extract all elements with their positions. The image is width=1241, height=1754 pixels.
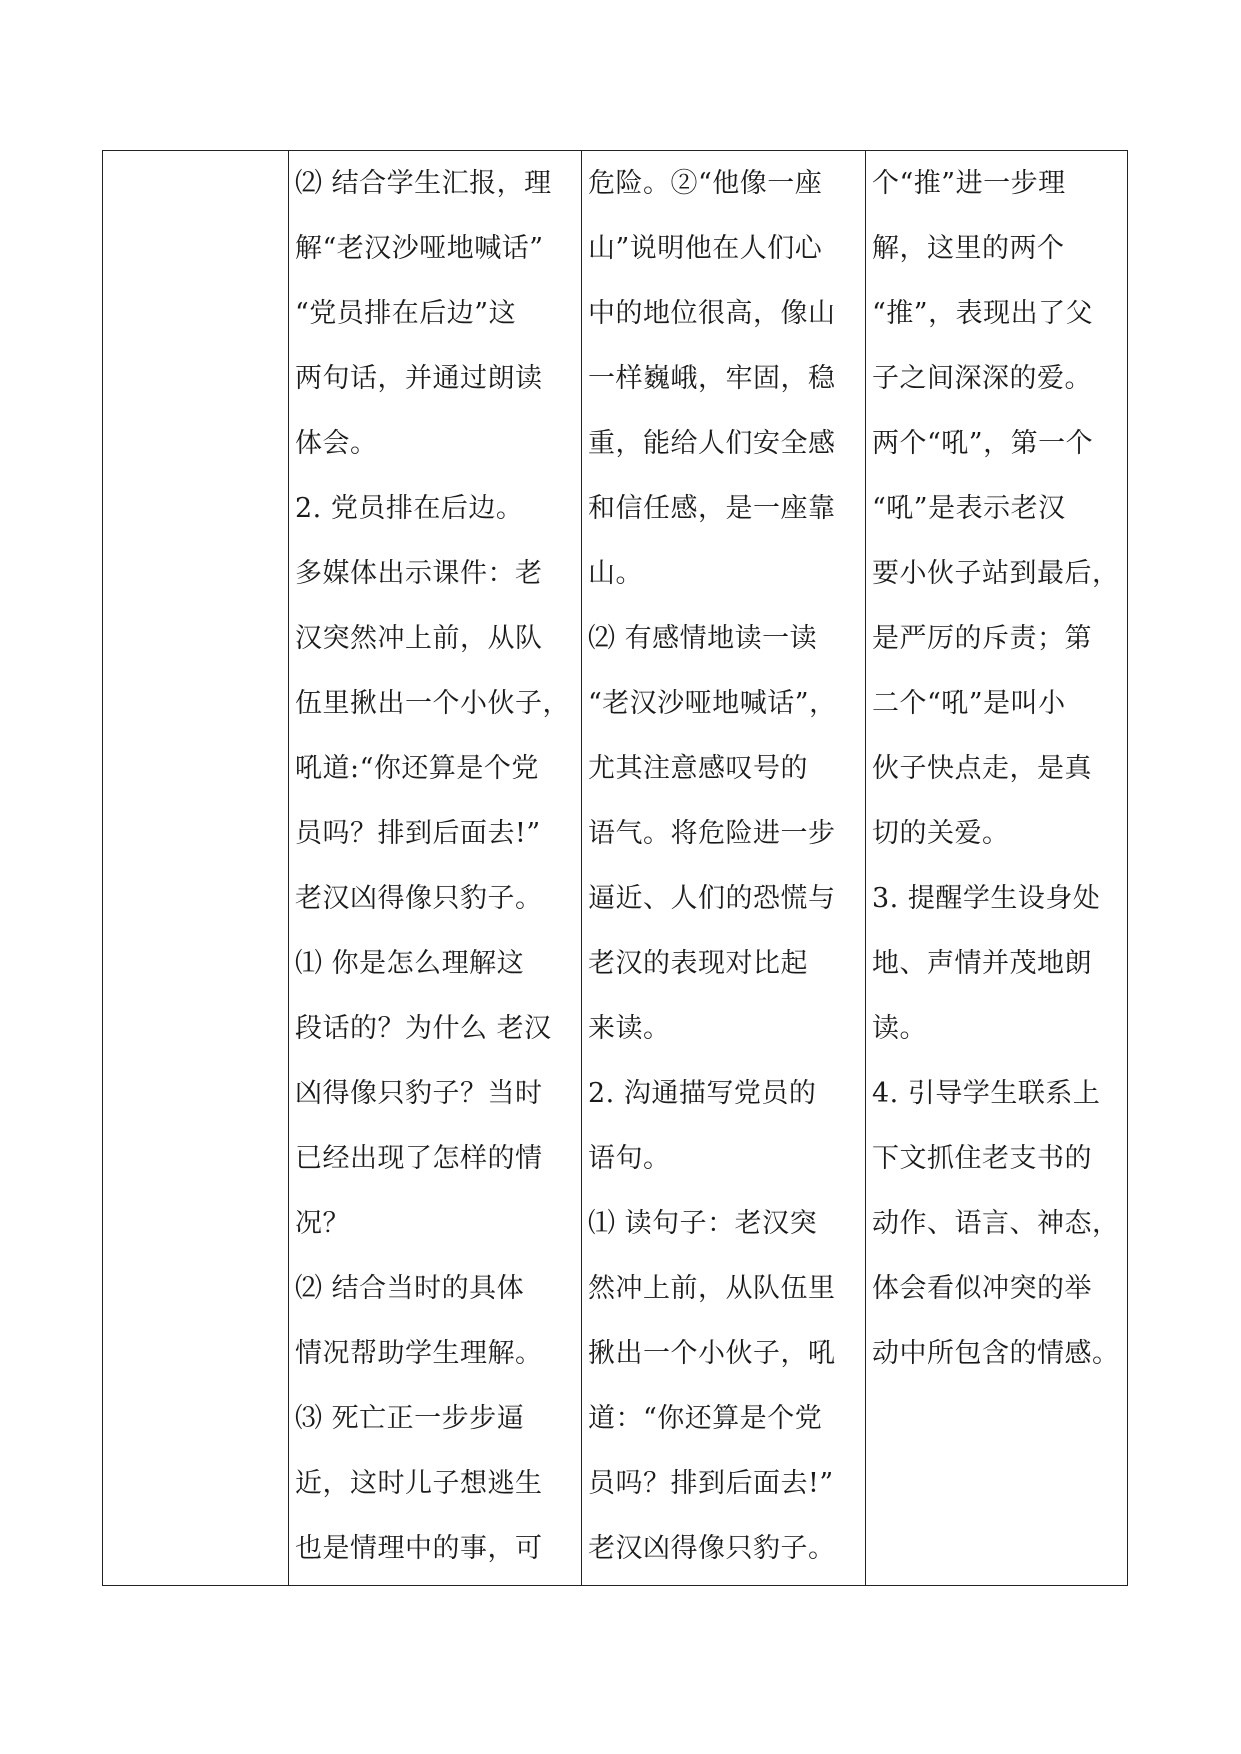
text-line: 二个“吼”是叫小 [872,688,1066,719]
text-line: 况？ [295,1208,350,1239]
text-line: 汉突然冲上前，从队 [295,623,543,654]
text-line: 切的关爱。 [872,818,1010,849]
text-line: 和信任感，是一座靠 [588,493,836,524]
text-line: ⑴ 读句子：老汉突 [588,1208,818,1239]
text-line: 地、声情并茂地朗 [872,948,1092,979]
text-line: 老汉的表现对比起 [588,948,808,979]
text-line: 重，能给人们安全感 [588,428,836,459]
text-line: 然冲上前，从队伍里 [588,1273,836,1304]
text-line: 体会看似冲突的举 [872,1273,1092,1304]
text-line: 解，这里的两个 [872,233,1065,264]
text-line: 尤其注意感叹号的 [588,753,808,784]
text-line: 读。 [872,1013,927,1044]
text-line: 近，这时儿子想逃生 [295,1468,543,1499]
text-line: 凶得像只豹子？当时 [295,1078,543,1109]
text-line: 山”说明他在人们心 [588,233,823,264]
text-line: 也是情理中的事，可 [295,1533,543,1564]
column-4-cell [866,151,1128,1586]
text-line: 2. 沟通描写党员的 [588,1078,817,1109]
text-line: 多媒体出示课件：老 [295,558,543,589]
lesson-plan-table [102,150,1128,1586]
text-line: “党员排在后边”这 [295,298,517,329]
text-line: 道：“你还算是个党 [588,1403,823,1434]
text-line: 两个“吼”，第一个 [872,428,1094,459]
text-line: 子之间深深的爱。 [872,363,1092,394]
text-line: 员吗？排到后面去!” [295,818,541,849]
text-line: 山。 [588,558,643,589]
text-line: 是严厉的斥责；第 [872,623,1092,654]
text-line: “推”，表现出了父 [872,298,1094,329]
text-line: 体会。 [295,428,378,459]
text-line: ⑶ 死亡正一步步逼 [295,1403,525,1434]
text-line: 员吗？排到后面去!” [588,1468,834,1499]
text-line: 吼道:“你还算是个党 [295,753,539,784]
column-3-text [588,151,859,1581]
text-line: 来读。 [588,1013,671,1044]
column-3-cell [582,151,866,1586]
text-line: 个“推”进一步理 [872,168,1066,199]
text-line: 动中所包含的情感。 [872,1338,1120,1369]
text-line: ⑵ 有感情地读一读 [588,623,818,654]
text-line: “老汉沙哑地喊话”， [588,688,837,719]
text-line: “吼”是表示老汉 [872,493,1066,524]
text-line: 危险。②“他像一座 [588,168,823,199]
column-1-cell [103,151,289,1586]
text-line: 两句话，并通过朗读 [295,363,543,394]
column-4-text [872,151,1121,1386]
text-line: 段话的？为什么 老汉 [295,1013,552,1044]
text-line: 语气。将危险进一步 [588,818,836,849]
text-line: 一样巍峨，牢固，稳 [588,363,836,394]
text-line: 下文抓住老支书的 [872,1143,1092,1174]
text-line: 已经出现了怎样的情 [295,1143,543,1174]
text-line: 要小伙子站到最后， [872,558,1120,589]
text-line: 老汉凶得像只豹子。 [295,883,543,914]
text-line: 语句。 [588,1143,671,1174]
column-2-cell [289,151,582,1586]
text-line: ⑵ 结合当时的具体 [295,1273,525,1304]
text-line: 动作、语言、神态， [872,1208,1120,1239]
column-2-text [295,151,575,1581]
text-line: 伙子快点走，是真 [872,753,1092,784]
table-row [103,151,1128,1586]
text-line: 3. 提醒学生设身处 [872,883,1101,914]
text-line: 揪出一个小伙子，吼 [588,1338,836,1369]
text-line: ⑴ 你是怎么理解这 [295,948,525,979]
text-line: 2. 党员排在后边。 [295,493,524,524]
text-line: 4. 引导学生联系上 [872,1078,1101,1109]
text-line: 情况帮助学生理解。 [295,1338,543,1369]
text-line: 伍里揪出一个小伙子， [295,688,570,719]
text-line: 解“老汉沙哑地喊话” [295,233,544,264]
text-line: ⑵ 结合学生汇报，理 [295,168,552,199]
text-line: 逼近、人们的恐慌与 [588,883,836,914]
text-line: 中的地位很高，像山 [588,298,836,329]
text-line: 老汉凶得像只豹子。 [588,1533,836,1564]
